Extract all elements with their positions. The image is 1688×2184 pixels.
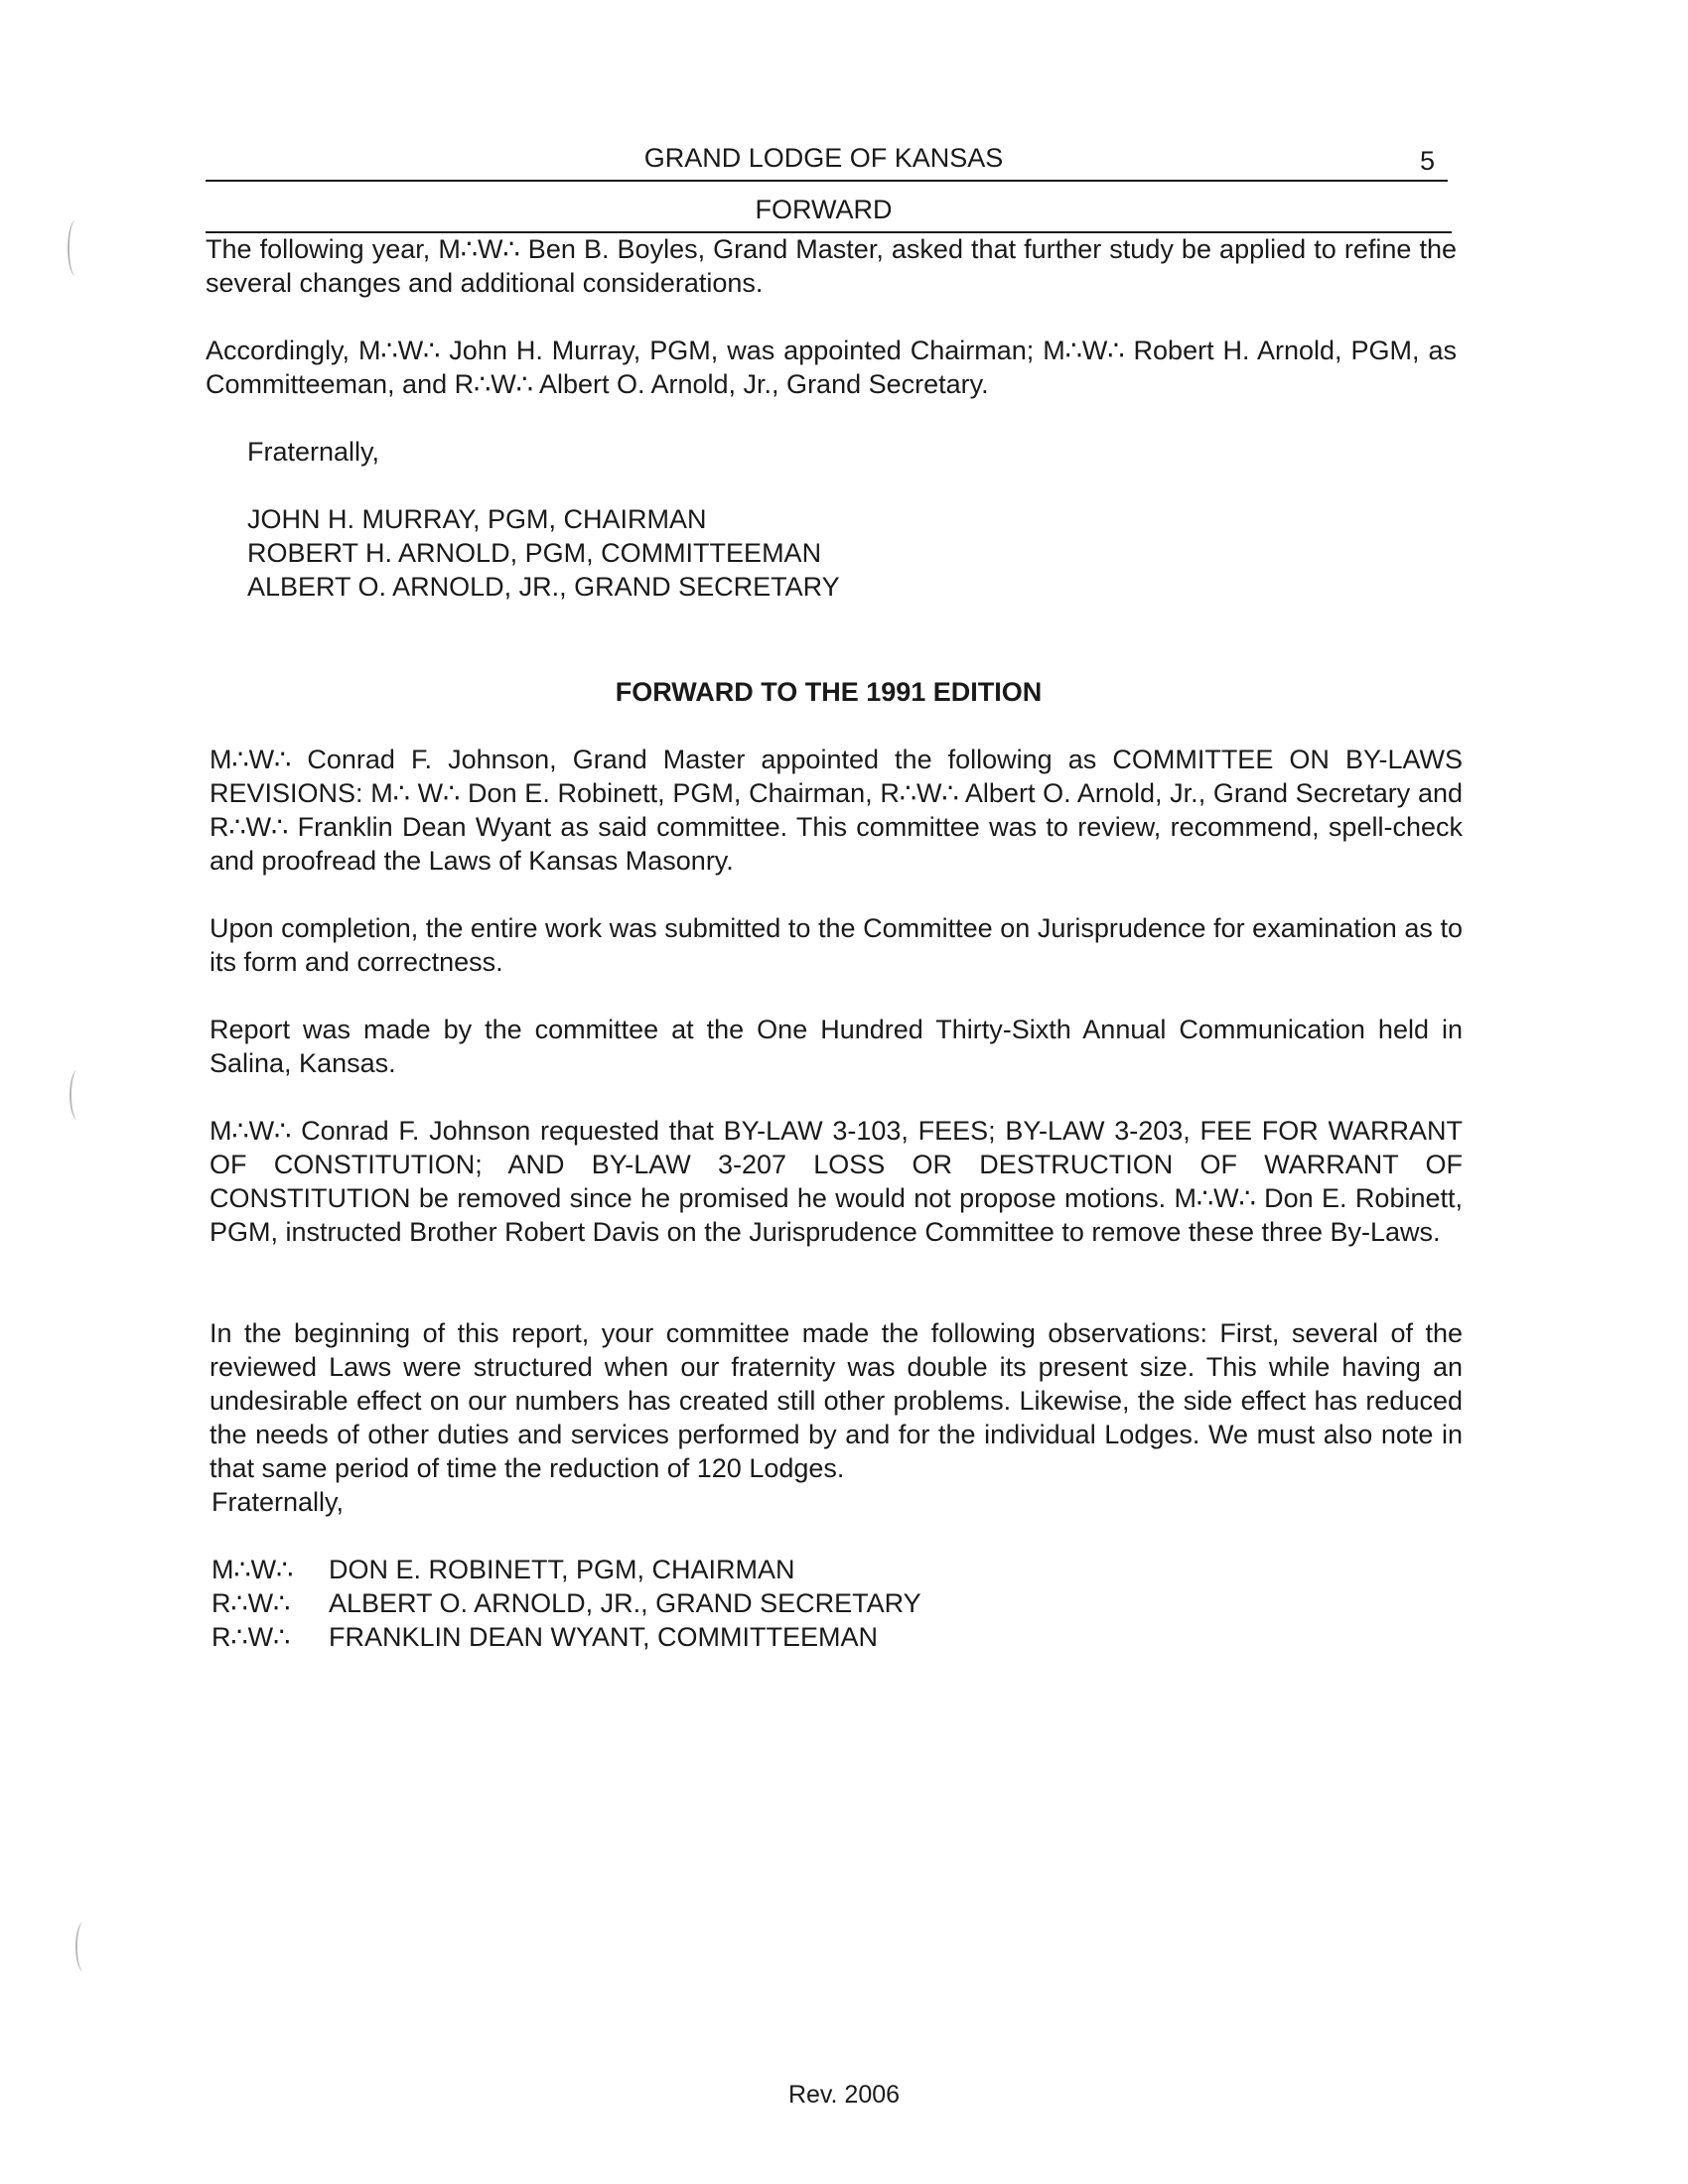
edition-paragraph: M∴W∴ Conrad F. Johnson requested that BY-LAW 3-103, FEES; BY-LAW 3-203, FEE FOR WARRANT OF CONSTITUTION; AND BY-LAW 3-207 LOSS OR DESTRUCTION OF WARRANT OF CONSTITUTION be removed since he promised he would not propose motions. M∴W∴ Don E. Robinett, PGM, instructed Brother Robert Davis on the Jurisprudence Committee to remove these three By-Laws. [210,1116,1463,1247]
binder-hole-mark [75,1922,91,1972]
signatory-name: FRANKLIN DEAN WYANT, COMMITTEEMAN [329,1622,879,1652]
signatory-line [211,1553,921,1586]
signatory-title: M∴W∴ [211,1555,294,1584]
signatory-line [211,1586,921,1620]
page-footer-revision: Rev. 2006 [787,2081,901,2109]
header-rule [206,180,1448,182]
page-header-title: GRAND LODGE OF KANSAS [643,143,1004,173]
closing-salutation: Fraternally, [247,437,380,467]
page-number: 5 [1419,146,1435,176]
binder-hole-mark [68,220,83,276]
edition-paragraph: Report was made by the committee at the One Hundred Thirty-Sixth Annual Communication held in Salina, Kansas. [210,1015,1463,1078]
signatory-name: ALBERT O. ARNOLD, JR., GRAND SECRETARY [329,1588,921,1618]
edition-paragraph: In the beginning of this report, your committee made the following observations: First, several of the reviewed Laws were structured when our fraternity was double its present size. This while having an undesirable effect on our numbers has created still other problems. Likewise, the side effect has reduced the needs of other duties and services performed by and for the individual Lodges. We must also note in that same period of time the reduction of 120 Lodges. [210,1318,1463,1483]
binder-hole-mark [70,1070,85,1120]
signatory-line: ROBERT H. ARNOLD, PGM, COMMITTEEMAN [247,538,822,568]
signatory-title: R∴W∴ [211,1588,291,1618]
closing-salutation: Fraternally, [211,1487,345,1517]
signature-block [247,502,840,604]
intro-paragraph: The following year, M∴W∴ Ben B. Boyles, Grand Master, asked that further study be applied to refine the several changes and additional considerations. [206,234,1457,298]
section-label: FORWARD [755,195,893,224]
section-heading: FORWARD TO THE 1991 EDITION [615,677,1043,707]
signatory-line [211,1620,921,1654]
edition-paragraph: M∴W∴ Conrad F. Johnson, Grand Master appointed the following as COMMITTEE ON BY-LAWS REVISIONS: M∴ W∴ Don E. Robinett, PGM, Chairman, R∴W∴ Albert O. Arnold, Jr., Grand Secretary and R∴W∴ Franklin Dean Wyant as said committee. This committee was to review, recommend, spell-check and proofread the Laws of Kansas Masonry. [210,745,1463,876]
signature-block [211,1553,921,1654]
edition-paragraph: Upon completion, the entire work was submitted to the Committee on Jurisprudence for examination as to its form and correctness. [210,913,1463,977]
signatory-title: R∴W∴ [211,1622,291,1652]
signatory-name: DON E. ROBINETT, PGM, CHAIRMAN [329,1555,795,1584]
intro-paragraph: Accordingly, M∴W∴ John H. Murray, PGM, was appointed Chairman; M∴W∴ Robert H. Arnold, PGM, as Committeeman, and R∴W∴ Albert O. Arnold, Jr., Grand Secretary. [206,336,1457,399]
signatory-line: JOHN H. MURRAY, PGM, CHAIRMAN [247,504,707,534]
signatory-line: ALBERT O. ARNOLD, JR., GRAND SECRETARY [247,572,840,602]
